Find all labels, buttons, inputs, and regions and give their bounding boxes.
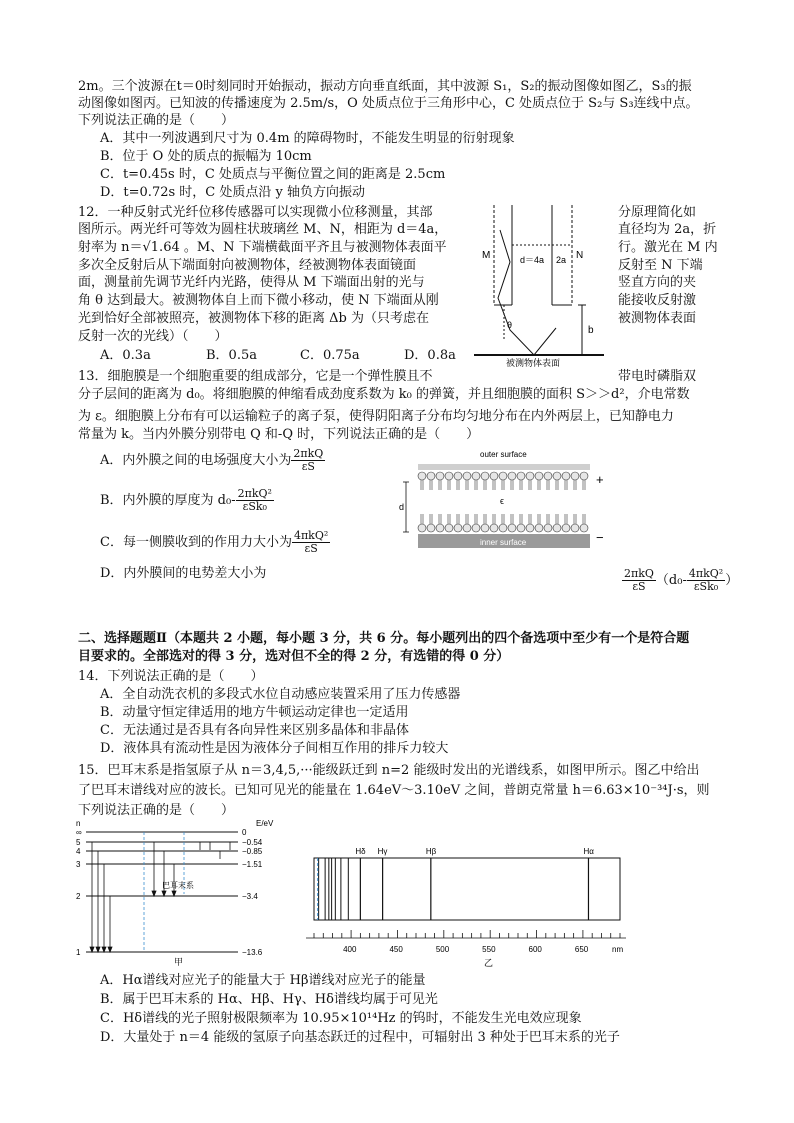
lipid-head xyxy=(499,524,507,532)
fiber-m-label: M xyxy=(482,250,491,261)
tick-label: 400 xyxy=(343,945,357,954)
lipid-head xyxy=(427,524,435,532)
q13-option-c: C．每一侧膜收到的作用力大小为 $\frac{\text{4πkQ²}}{\varepsilon S}$ xyxy=(100,529,329,555)
arrow-head xyxy=(96,947,100,952)
cell-membrane-diagram xyxy=(396,446,616,561)
q13-option-d: D．内外膜间的电势差大小为 xyxy=(100,566,267,581)
arrow-head xyxy=(102,947,106,952)
q15-option-c: C．Hδ谱线的光子照射极限频率为 10.95×10¹⁴Hz 的钨时，不能发生光电效应现象 xyxy=(100,1011,582,1026)
lipid-head xyxy=(535,472,543,480)
spectrum-line-label: Hγ xyxy=(377,847,388,856)
lipid-head xyxy=(454,524,462,532)
tick-label: 550 xyxy=(482,945,496,954)
fiber-n-label: N xyxy=(576,250,584,261)
level-n-label: 3 xyxy=(76,860,81,869)
q12-line-5: 面，测量前先调节光纤内光路，使得从 M 下端面出射的光与 xyxy=(78,275,425,290)
q12-line-5-right: 竖直方向的夹 xyxy=(618,275,697,290)
lipid-head xyxy=(418,524,426,532)
balmer-spectrum xyxy=(306,842,636,970)
spectrum-line-label: Hβ xyxy=(425,847,437,856)
q14-option-c: C．无法通过是否具有各向异性来区别多晶体和非晶体 xyxy=(100,723,409,738)
lipid-head xyxy=(490,524,498,532)
level-energy-label: −3.4 xyxy=(242,892,258,901)
tick-label: 650 xyxy=(574,945,589,954)
q12-line-2-right: 直径均为 2a，折 xyxy=(618,222,717,237)
q11-option-b: B．位于 O 处的质点的振幅为 10cm xyxy=(100,149,312,164)
q12-option-c: C．0.75a xyxy=(300,348,360,363)
spectrum-line-label: Hα xyxy=(583,847,594,856)
level-n-label: ∞ xyxy=(76,828,82,837)
lipid-head xyxy=(544,524,552,532)
surface-label: 被测物体表面 xyxy=(506,358,561,368)
lipid-head xyxy=(436,524,444,532)
q15-line-1: 15．巴耳末系是指氢原子从 n＝3,4,5,···能级跃迁到 n=2 能级时发出的光谱线系，如图甲所示。图乙中给出 xyxy=(78,763,700,778)
q12-line-2: 图所示。两光纤可等效为圆柱状玻璃丝 M、N，相距为 d＝4a， xyxy=(78,222,448,237)
lipid-head xyxy=(481,472,489,480)
arrow-head xyxy=(162,891,166,896)
q12-line-3-right: 行。激光在 M 内 xyxy=(618,240,718,255)
lipid-head xyxy=(463,472,471,480)
q11-stem-line-1: 2m。三个波源在t＝0时刻同时开始振动，振动方向垂直纸面，其中波源 S₁，S₂的振动图像如图乙，S₃的振 xyxy=(78,79,692,94)
q13-option-a: A．内外膜之间的电场强度大小为 $\frac{\text{2πkQ}}{\varepsilon S}$ xyxy=(100,447,324,473)
axis-e-label: E/eV xyxy=(256,819,274,828)
lipid-head xyxy=(580,524,588,532)
level-energy-label: −0.54 xyxy=(242,838,263,847)
lipid-head xyxy=(436,472,444,480)
q14-option-a: A．全自动洗衣机的多段式水位自动感应装置采用了压力传感器 xyxy=(100,687,461,702)
arrow-head xyxy=(152,891,156,896)
q13-line-3: 为 ε。细胞膜上分布有可以运输粒子的离子泵，使得阴阳离子分布均匀地分布在内外两层上，已知静电力 xyxy=(78,409,674,424)
q12-line-3: 射率为 n＝√1.64 。M、N 下端横截面平齐且与被测物体表面平 xyxy=(78,240,447,255)
q13-line-1-right: 带电时磷脂双 xyxy=(618,369,697,384)
level-n-label: 1 xyxy=(76,948,81,957)
q12-option-a: A．0.3a xyxy=(100,348,151,363)
q12-line-7-right: 被测物体表面 xyxy=(618,311,697,326)
energy-level-diagram xyxy=(70,818,280,968)
q14-option-b: B．动量守恒定律适用的地方牛顿运动定律也一定适用 xyxy=(100,705,409,720)
q12-line-4-right: 反射至 N 下端 xyxy=(618,258,703,273)
arrow-head xyxy=(90,947,94,952)
level-energy-label: −0.85 xyxy=(242,847,263,856)
q14-option-d: D．液体具有流动性是因为液体分子间相互作用的排斥力较大 xyxy=(100,741,449,756)
lipid-head xyxy=(472,472,480,480)
lipid-head xyxy=(517,524,525,532)
q12-line-6: 角 θ 达到最大。被测物体自上而下微小移动，使 N 下端面从刚 xyxy=(78,293,439,308)
q12-line-1-right: 分原理简化如 xyxy=(618,205,697,220)
q13-option-b: B．内外膜的厚度为 d₀- $\frac{\text{2πkQ²}}{\text{εSk₀}}$ xyxy=(100,487,272,513)
arrow-head xyxy=(108,947,112,952)
level-energy-label: 0 xyxy=(242,828,247,837)
q13-line-4: 常量为 k。当内外膜分别带电 Q 和-Q 时，下列说法正确的是（ ） xyxy=(78,427,480,442)
balmer-series-label: 巴耳末系 xyxy=(162,881,194,890)
tick-label: 500 xyxy=(435,945,450,954)
tick-label: 600 xyxy=(528,945,542,954)
lipid-head xyxy=(445,472,453,480)
distance-d-label: d＝4a xyxy=(520,255,545,265)
lipid-head xyxy=(562,524,570,532)
lipid-head xyxy=(508,472,516,480)
figure-jia-label: 甲 xyxy=(174,957,184,967)
lipid-head xyxy=(535,524,543,532)
q14-stem: 14．下列说法正确的是（ ） xyxy=(78,669,264,684)
arrow-head xyxy=(172,891,176,896)
q12-line-6-right: 能接收反射激 xyxy=(618,293,697,308)
minus-sign: − xyxy=(596,530,604,545)
q11-stem-line-2: 动图像如图丙。已知波的传播速度为 2.5m/s，O 处质点位于三角形中心，C 处质点位于 S₂与 S₃连线中点。 xyxy=(78,96,699,111)
theta-label: θ xyxy=(507,320,513,330)
level-energy-label: −1.51 xyxy=(242,860,263,869)
lipid-head xyxy=(571,524,579,532)
level-n-label: 5 xyxy=(76,838,81,847)
q15-line-2: 了巴耳末谱线对应的波长。已知可见光的能量在 1.64eV～3.10eV 之间，普朗克常量 h＝6.63×10⁻³⁴J·s，则 xyxy=(78,783,710,798)
lipid-head xyxy=(454,472,462,480)
q12-line-4: 多次全反射后从下端面射向被测物体，经被测物体表面镜面 xyxy=(78,258,417,273)
b-label: b xyxy=(588,325,594,336)
section-2-header-line-1: 二、选择题题Ⅱ（本题共 2 小题，每小题 3 分，共 6 分。每小题列出的四个备选项中至少有一个是符合题 xyxy=(78,631,690,646)
lipid-head xyxy=(472,524,480,532)
section-2-header-line-2: 目要求的。全部选对的得 3 分，选对但不全的得 2 分，有选错的得 0 分） xyxy=(78,649,510,664)
figure-yi-label: 乙 xyxy=(484,958,494,968)
q12-line-7: 光到恰好全部被照亮，被测物体下移的距离 Δb 为（只考虑在 xyxy=(78,311,429,326)
lipid-head xyxy=(508,524,516,532)
q13-line-2: 分子层间的距离为 d₀。将细胞膜的伸缩看成劲度系数为 k₀ 的弹簧，并且细胞膜的面积 S＞＞d²，介电常数 xyxy=(78,387,690,402)
axis-n-label: n xyxy=(76,819,81,828)
lipid-head xyxy=(580,472,588,480)
lipid-head xyxy=(526,524,534,532)
q12-line-8: 反射一次的光线）（ ） xyxy=(78,329,228,344)
q13-line-1: 13．细胞膜是一个细胞重要的组成部分，它是一个弹性膜且不 xyxy=(78,369,433,384)
tick-label: 450 xyxy=(389,945,403,954)
lipid-head xyxy=(571,472,579,480)
lipid-head xyxy=(418,472,426,480)
lipid-head xyxy=(499,472,507,480)
lipid-head xyxy=(553,472,561,480)
lipid-head xyxy=(490,472,498,480)
q13-option-d-expression: $\frac{\text{2πkQ}}{\varepsilon S}$ （d₀- $\frac{\text{4πkQ²}}{\text{εSk₀}}$ ） xyxy=(624,567,739,593)
inner-surface-label: inner surface xyxy=(480,538,527,547)
q11-option-a: A．其中一列波遇到尺寸为 0.4m 的障碍物时，不能发生明显的衍射现象 xyxy=(100,131,515,146)
diameter-label: 2a xyxy=(556,255,567,265)
lipid-head xyxy=(526,472,534,480)
lipid-head xyxy=(544,472,552,480)
level-energy-label: −13.6 xyxy=(242,948,263,957)
lipid-head xyxy=(445,524,453,532)
lipid-head xyxy=(562,472,570,480)
lipid-head xyxy=(481,524,489,532)
q12-option-d: D．0.8a xyxy=(404,348,456,363)
q11-option-c: C．t=0.45s 时，C 处质点与平衡位置之间的距离是 2.5cm xyxy=(100,167,446,182)
q12-line-1: 12．一种反射式光纤位移传感器可以实现微小位移测量，其部 xyxy=(78,205,433,220)
tick-label: nm xyxy=(612,945,624,954)
lipid-head xyxy=(553,524,561,532)
q15-line-3: 下列说法正确的是（ ） xyxy=(78,803,235,818)
spectrum-line-label: Hδ xyxy=(355,847,366,856)
q12-option-b: B．0.5a xyxy=(206,348,257,363)
lipid-head xyxy=(463,524,471,532)
q11-option-d: D．t=0.72s 时，C 处质点沿 y 轴负方向振动 xyxy=(100,185,365,200)
epsilon-label: ϵ xyxy=(500,496,504,506)
fiber-sensor-diagram xyxy=(464,200,614,370)
level-n-label: 4 xyxy=(76,847,81,856)
q15-option-d: D．大量处于 n＝4 能级的氢原子向基态跃迁的过程中，可辐射出 3 种处于巴耳末系的光子 xyxy=(100,1030,620,1045)
level-n-label: 2 xyxy=(76,892,81,901)
q11-stem-line-3: 下列说法正确的是（ ） xyxy=(78,113,235,128)
q15-option-b: B．属于巴耳末系的 Hα、Hβ、Hγ、Hδ谱线均属于可见光 xyxy=(100,992,438,1007)
outer-surface-label: outer surface xyxy=(480,450,527,459)
lipid-head xyxy=(517,472,525,480)
thickness-d-label: d xyxy=(399,502,405,512)
lipid-head xyxy=(427,472,435,480)
plus-sign: + xyxy=(596,472,604,487)
q15-option-a: A．Hα谱线对应光子的能量大于 Hβ谱线对应光子的能量 xyxy=(100,973,426,988)
